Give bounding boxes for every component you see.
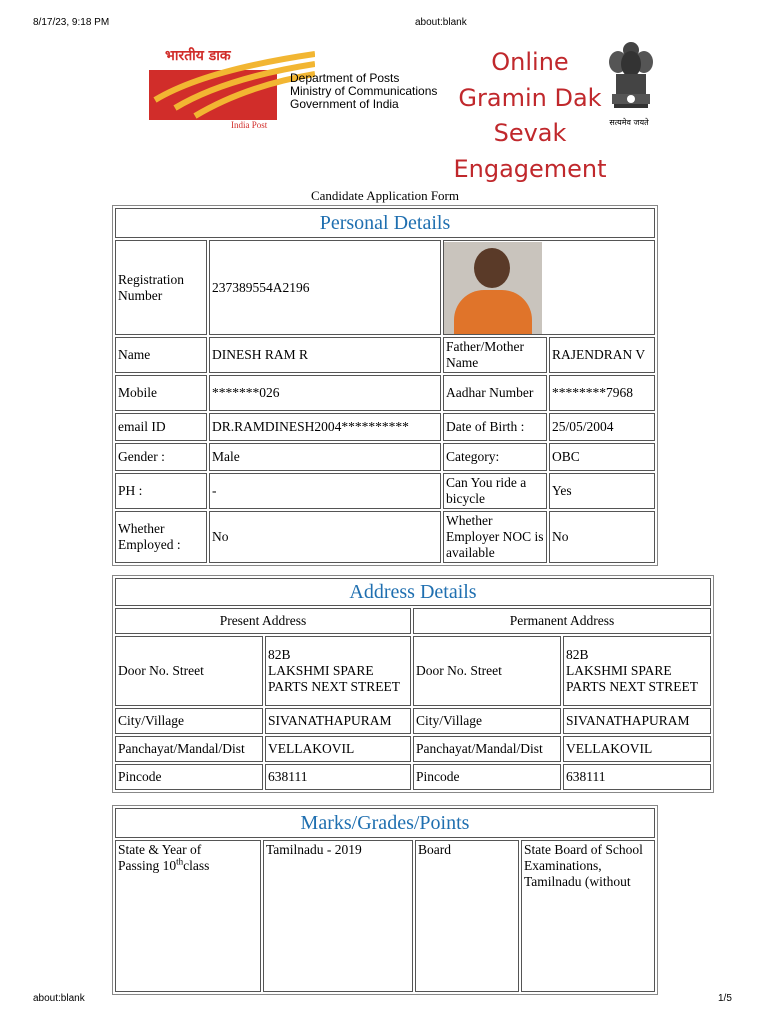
parent-value: RAJENDRAN V [549,337,655,373]
permanent-pincode-label: Pincode [413,764,561,790]
permanent-door-line-2: LAKSHMI SPARE PARTS NEXT STREET [566,663,698,694]
permanent-door-line-1: 82B [566,647,589,662]
category-value: OBC [549,443,655,471]
permanent-door-value [563,636,711,706]
noc-label: Whether Employer NOC is available [443,511,547,563]
logo-hindi-text: भारतीय डाक [165,48,231,64]
present-door-line-2: LAKSHMI SPARE PARTS NEXT STREET [268,663,400,694]
logo-caption: India Post [231,120,268,130]
present-door-line-1: 82B [268,647,291,662]
state-year-value: Tamilnadu - 2019 [263,840,413,992]
aadhar-label: Aadhar Number [443,375,547,411]
permanent-city-value: SIVANATHAPURAM [563,708,711,734]
print-footer-url: about:blank [33,993,85,1004]
personal-details-table [112,205,658,566]
aadhar-value: ********7968 [549,375,655,411]
dept-line-1: Department of Posts [290,71,400,85]
mobile-label: Mobile [115,375,207,411]
permanent-address-heading: Permanent Address [413,608,711,634]
marks-heading: Marks/Grades/Points [115,808,655,838]
address-details-table [112,575,714,793]
title-line-1: Online [491,48,569,76]
print-page-number: 1/5 [718,993,732,1004]
present-pincode-label: Pincode [115,764,263,790]
print-datetime: 8/17/23, 9:18 PM [33,17,110,28]
category-label: Category: [443,443,547,471]
title-line-4: Engagement [453,154,607,183]
ph-label: PH : [115,473,207,509]
address-details-heading: Address Details [115,578,711,606]
emblem-motto: सत्यमेव जयते [609,118,649,127]
ph-value: - [209,473,441,509]
gender-label: Gender : [115,443,207,471]
email-value: DR.RAMDINESH2004********** [209,413,441,441]
portal-title [440,45,620,187]
marks-table [112,805,658,995]
present-door-label: Door No. Street [115,636,263,706]
present-door-value [265,636,411,706]
name-value: DINESH RAM R [209,337,441,373]
personal-details-heading: Personal Details [115,208,655,238]
employed-value: No [209,511,441,563]
photo-cell [443,240,655,335]
state-year-label-line-1: State & Year of [118,842,202,857]
permanent-door-label: Door No. Street [413,636,561,706]
email-label: email ID [115,413,207,441]
permanent-pincode-value: 638111 [563,764,711,790]
candidate-photo [444,242,542,334]
present-pincode-value: 638111 [265,764,411,790]
mobile-value: *******026 [209,375,441,411]
state-year-label [115,840,261,992]
present-city-label: City/Village [115,708,263,734]
department-text [290,72,437,111]
board-value: State Board of School Examinations, Tamilnadu (without [521,840,655,992]
bicycle-label: Can You ride a bicycle [443,473,547,509]
permanent-district-value: VELLAKOVIL [563,736,711,762]
dept-line-2: Ministry of Communications [290,84,438,98]
title-line-2: Gramin Dak [458,83,602,112]
dob-value: 25/05/2004 [549,413,655,441]
parent-label: Father/Mother Name [443,337,547,373]
employed-label: Whether Employed : [115,511,207,563]
permanent-city-label: City/Village [413,708,561,734]
state-year-label-line-2: Passing 10thclass [118,856,210,873]
form-title: Candidate Application Form [310,188,460,203]
board-label: Board [415,840,519,992]
bicycle-value: Yes [549,473,655,509]
noc-value: No [549,511,655,563]
print-page-title: about:blank [415,17,467,28]
registration-value: 237389554A2196 [209,240,441,335]
permanent-district-label: Panchayat/Mandal/Dist [413,736,561,762]
present-city-value: SIVANATHAPURAM [265,708,411,734]
dept-line-3: Government of India [290,97,399,111]
present-district-value: VELLAKOVIL [265,736,411,762]
title-line-3: Sevak [493,119,567,147]
registration-label: Registration Number [115,240,207,335]
dob-label: Date of Birth : [443,413,547,441]
name-label: Name [115,337,207,373]
gender-value: Male [209,443,441,471]
present-address-heading: Present Address [115,608,411,634]
present-district-label: Panchayat/Mandal/Dist [115,736,263,762]
